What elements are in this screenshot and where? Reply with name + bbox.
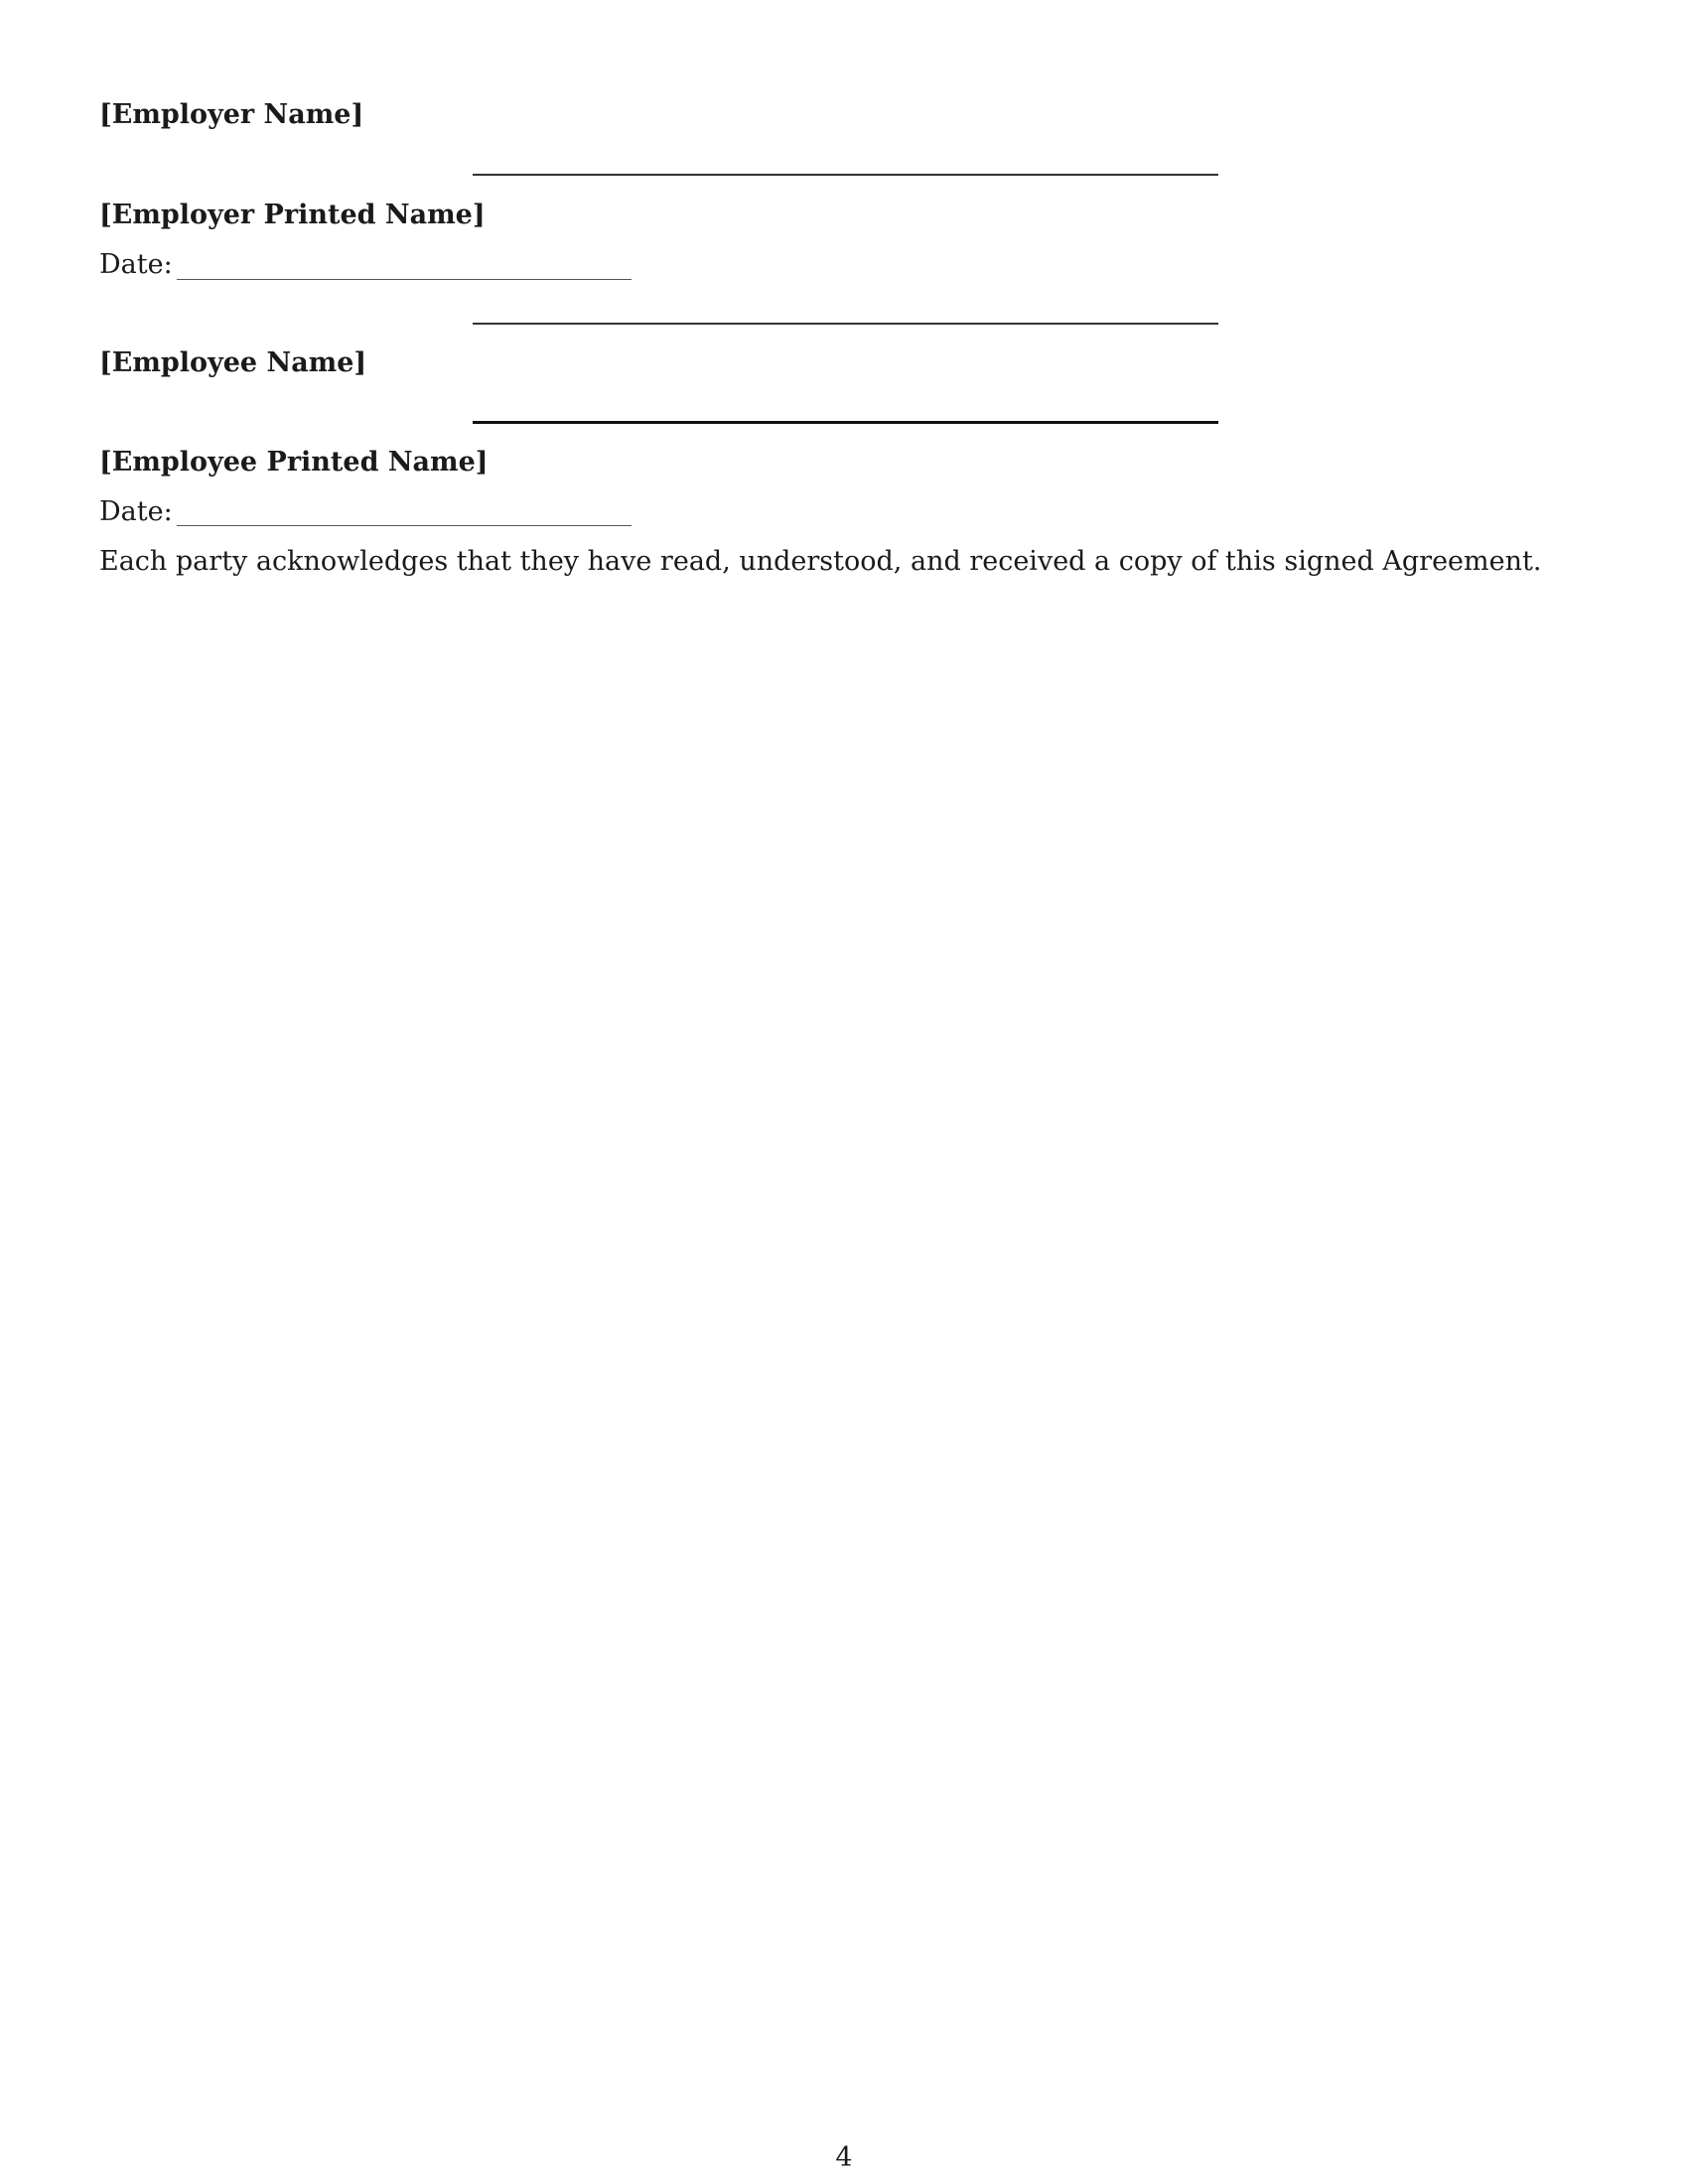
employee-date-line [177, 525, 632, 526]
employee-name-label: [Employee Name] [99, 347, 367, 378]
acknowledgement-paragraph: Each party acknowledges that they have read, understood, and received a copy of this signed Agreement. [99, 546, 1542, 577]
page-number: 4 [835, 2142, 853, 2173]
employer-date-line [177, 279, 632, 280]
employee-date-row [99, 495, 173, 529]
employer-date-label: Date: [99, 249, 173, 280]
employer-signature-line [473, 174, 1218, 176]
employer-date-row [99, 248, 173, 282]
employee-date-label: Date: [99, 496, 173, 527]
employee-signature-line [473, 421, 1218, 424]
employer-second-signature-line [473, 323, 1218, 325]
employer-name-label: [Employer Name] [99, 99, 364, 130]
employer-printed-name-label: [Employer Printed Name] [99, 200, 486, 230]
employee-printed-name-label: [Employee Printed Name] [99, 447, 489, 478]
